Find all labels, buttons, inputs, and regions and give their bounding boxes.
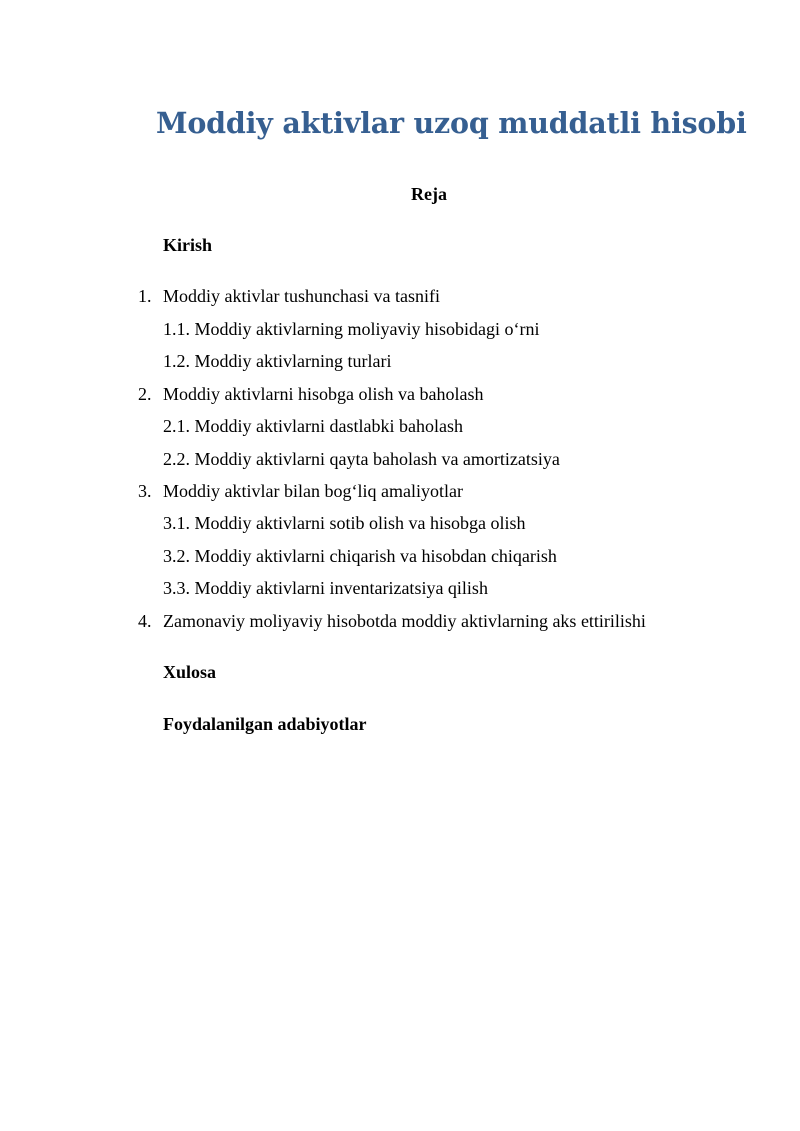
outline-item-number: 1.: [138, 286, 152, 306]
outline-subitem-3-2: 3.2. Moddiy aktivlarni chiqarish va hisobdan chiqarish: [163, 546, 557, 566]
document-title: Moddiy aktivlar uzoq muddatli hisobi: [156, 106, 747, 140]
conclusion-heading: Xulosa: [163, 662, 217, 682]
outline-subitem-1-2: 1.2. Moddiy aktivlarning turlari: [163, 351, 392, 371]
outline-item-1: [138, 286, 440, 307]
outline-subitem-1-1: 1.1. Moddiy aktivlarning moliyaviy hisobidagi o‘rni: [163, 319, 540, 339]
outline-item-text: Moddiy aktivlarni hisobga olish va baholash: [163, 384, 484, 404]
outline-item-text: Zamonaviy moliyaviy hisobotda moddiy aktivlarning aks ettirilishi: [163, 611, 646, 631]
outline-subitem-3-3: 3.3. Moddiy aktivlarni inventarizatsiya qilish: [163, 578, 488, 598]
outline-subitem-2-1: 2.1. Moddiy aktivlarni dastlabki baholash: [163, 416, 463, 436]
outline-item-number: 4.: [138, 611, 152, 631]
outline-item-3: [138, 481, 463, 502]
outline-item-text: Moddiy aktivlar tushunchasi va tasnifi: [163, 286, 440, 306]
outline-item-text: Moddiy aktivlar bilan bog‘liq amaliyotlar: [163, 481, 463, 501]
outline-item-number: 3.: [138, 481, 152, 501]
plan-heading: Reja: [411, 184, 447, 204]
references-heading: Foydalanilgan adabiyotlar: [163, 714, 367, 734]
intro-heading: Kirish: [163, 235, 213, 255]
outline-subitem-3-1: 3.1. Moddiy aktivlarni sotib olish va hisobga olish: [163, 513, 526, 533]
outline-item-number: 2.: [138, 384, 152, 404]
outline-subitem-2-2: 2.2. Moddiy aktivlarni qayta baholash va amortizatsiya: [163, 449, 560, 469]
outline-item-2: [138, 384, 483, 405]
outline-item-4: [138, 611, 646, 632]
